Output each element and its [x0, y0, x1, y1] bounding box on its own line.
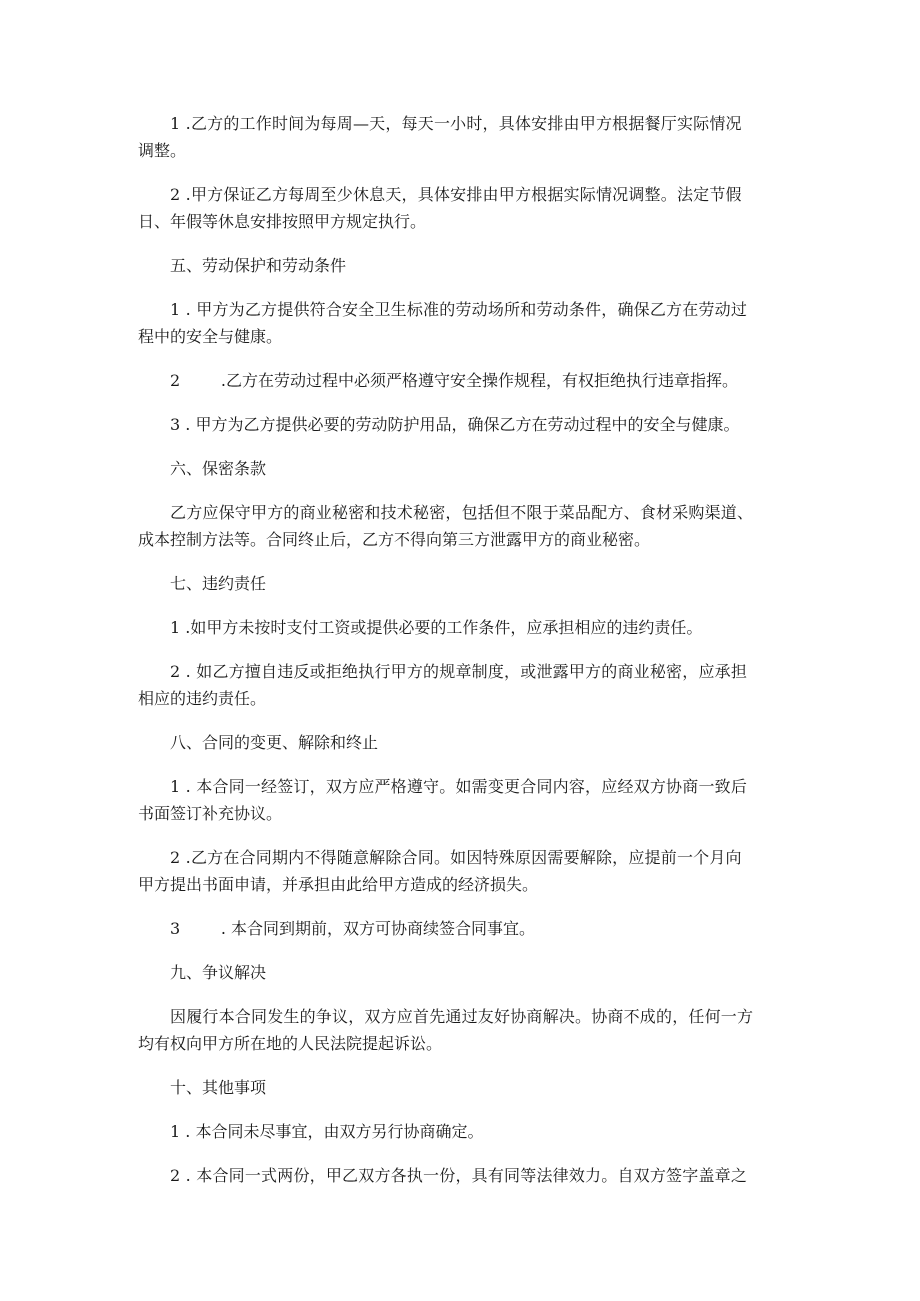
text-line: 1 . 本合同未尽事宜，由双方另行协商确定。 [170, 1122, 484, 1141]
text-line: 乙方应保守甲方的商业秘密和技术秘密，包括但不限于菜品配方、食材采购渠道、 [170, 503, 754, 522]
section-heading-7 [138, 570, 788, 597]
heading-text: 八、合同的变更、解除和终止 [170, 733, 379, 752]
text-line: 2 .甲方保证乙方每周至少休息天，具体安排由甲方根据实际情况调整。法定节假 [170, 185, 742, 204]
paragraph-termination [138, 844, 788, 898]
paragraph-amendment [138, 773, 788, 827]
paragraph-confidentiality [138, 499, 788, 553]
text-line: 因履行本合同发生的争议，双方应首先通过友好协商解决。协商不成的，任何一方 [170, 1007, 754, 1026]
paragraph-breach-employee [138, 658, 788, 712]
text-line: 成本控制方法等。合同终止后，乙方不得向第三方泄露甲方的商业秘密。 [138, 530, 651, 549]
paragraph-copies [138, 1162, 788, 1189]
text-line: 2 .乙方在劳动过程中必须严格遵守安全操作规程，有权拒绝执行违章指挥。 [170, 371, 738, 390]
text-line: 甲方提出书面申请，并承担由此给甲方造成的经济损失。 [138, 875, 539, 894]
paragraph-safety-conditions [138, 296, 788, 350]
paragraph-protective-gear [138, 411, 788, 438]
heading-text: 五、劳动保护和劳动条件 [170, 256, 347, 275]
paragraph-safety-rules [138, 367, 788, 394]
text-line: 3 . 甲方为乙方提供必要的劳动防护用品，确保乙方在劳动过程中的安全与健康。 [170, 415, 740, 434]
heading-text: 九、争议解决 [170, 963, 267, 982]
heading-text: 六、保密条款 [170, 459, 267, 478]
section-heading-10 [138, 1074, 788, 1101]
section-heading-8 [138, 729, 788, 756]
text-line: 1 . 甲方为乙方提供符合安全卫生标准的劳动场所和劳动条件，确保乙方在劳动过 [170, 300, 748, 319]
text-line: 2 .乙方在合同期内不得随意解除合同。如因特殊原因需要解除，应提前一个月向 [170, 848, 742, 867]
text-line: 1 .如甲方未按时支付工资或提供必要的工作条件，应承担相应的违约责任。 [170, 618, 703, 637]
text-line: 2 . 如乙方擅自违反或拒绝执行甲方的规章制度，或泄露甲方的商业秘密，应承担 [170, 662, 748, 681]
text-line: 均有权向甲方所在地的人民法院提起诉讼。 [138, 1034, 443, 1053]
text-line: 1 . 本合同一经签订，双方应严格遵守。如需变更合同内容，应经双方协商一致后 [170, 777, 748, 796]
heading-text: 十、其他事项 [170, 1078, 267, 1097]
paragraph-renewal [138, 915, 788, 942]
section-heading-5 [138, 252, 788, 279]
paragraph-dispute [138, 1003, 788, 1057]
text-line: 1 .乙方的工作时间为每周—天，每天一小时，具体安排由甲方根据餐厅实际情况 [170, 114, 742, 133]
heading-text: 七、违约责任 [170, 574, 267, 593]
text-line: 程中的安全与健康。 [138, 327, 283, 346]
text-line: 日、年假等休息安排按照甲方规定执行。 [138, 212, 427, 231]
section-heading-6 [138, 455, 788, 482]
section-heading-9 [138, 959, 788, 986]
paragraph-breach-employer [138, 614, 788, 641]
paragraph-rest-days [138, 181, 788, 235]
text-line: 调整。 [138, 141, 187, 160]
paragraph-other-matters [138, 1118, 788, 1145]
text-line: 3 . 本合同到期前，双方可协商续签合同事宜。 [170, 919, 536, 938]
text-line: 相应的违约责任。 [138, 689, 267, 708]
text-line: 2 . 本合同一式两份，甲乙双方各执一份，具有同等法律效力。自双方签字盖章之 [170, 1166, 748, 1185]
text-line: 书面签订补充协议。 [138, 804, 283, 823]
paragraph-work-hours [138, 110, 788, 164]
